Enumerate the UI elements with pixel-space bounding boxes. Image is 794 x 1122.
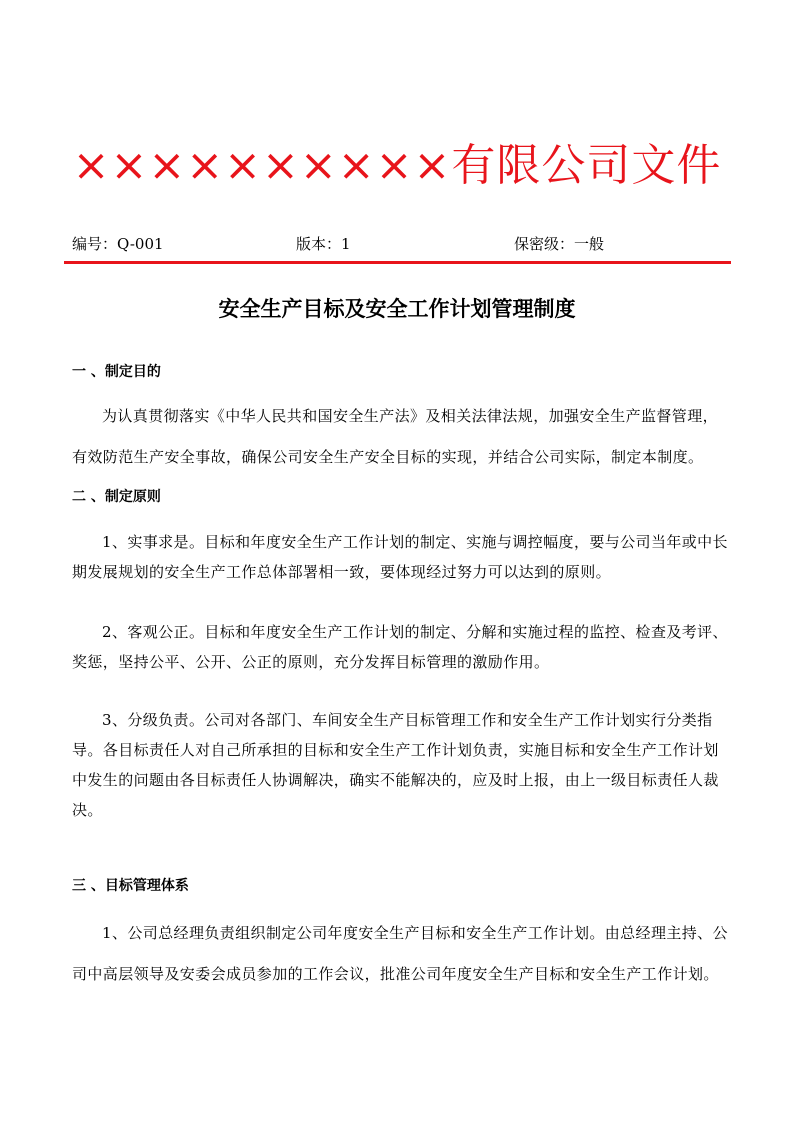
paragraph-principle-2: 2、客观公正。目标和年度安全生产工作计划的制定、分解和实施过程的监控、检查及考评、奖惩，坚持公平、公开、公正的原则，充分发挥目标管理的激励作用。 [72,623,728,671]
section-heading-principles: 二 、制定原则 [72,489,161,505]
document-number: 编号：Q-001 [72,235,164,253]
paragraph-principle-3: 3、分级负责。公司对各部门、车间安全生产目标管理工作和安全生产工作计划实行分类指导。各目标责任人对自己所承担的目标和安全生产工作计划负责，实施目标和安全生产工作计划中发生的问题由各目标责任人协调解决，确实不能解决的，应及时上报，由上一级目标责任人裁决。 [72,711,719,819]
section-heading-management-system: 三 、目标管理体系 [72,878,189,894]
company-document-title: ××××××××××有限公司文件 [72,140,722,191]
paragraph-principle-1: 1、实事求是。目标和年度安全生产工作计划的制定、实施与调控幅度，要与公司当年或中长期发展规划的安全生产工作总体部署相一致，要体现经过努力可以达到的原则。 [72,533,728,581]
document-title: 安全生产目标及安全工作计划管理制度 [218,296,576,321]
security-level: 保密级：一般 [514,235,605,253]
document-version: 版本：1 [296,235,351,253]
document-meta-row [72,234,732,254]
section-heading-purpose: 一 、制定目的 [72,364,161,380]
paragraph-management-1: 1、公司总经理负责组织制定公司年度安全生产目标和安全生产工作计划。由总经理主持、公司中高层领导及安委会成员参加的工作会议，批准公司年度安全生产目标和安全生产工作计划。 [72,924,728,983]
paragraph-purpose: 为认真贯彻落实《中华人民共和国安全生产法》及相关法律法规，加强安全生产监督管理，有效防范生产安全事故，确保公司安全生产安全目标的实现，并结合公司实际，制定本制度。 [72,407,719,466]
header-divider [64,261,731,264]
